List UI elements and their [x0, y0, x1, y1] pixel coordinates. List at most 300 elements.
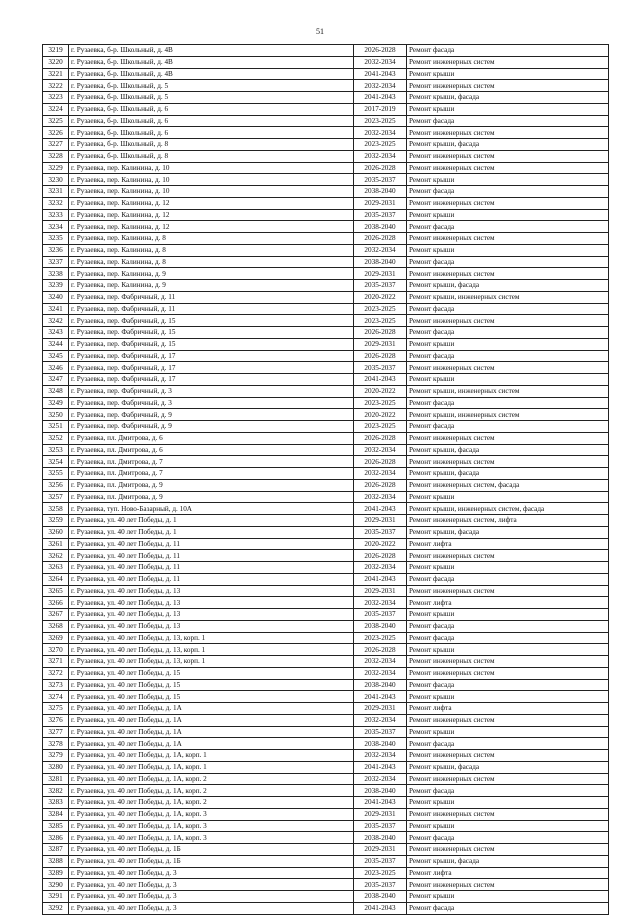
table-row: [43, 820, 609, 832]
address-cell: г. Рузаевка, ул. 40 лет Победы, д. 13, корп. 1: [69, 632, 354, 644]
work-type-cell: Ремонт крыши, инженерных систем: [407, 385, 609, 397]
table-row: [43, 280, 609, 292]
row-number-cell: 3222: [43, 80, 69, 92]
period-cell: 2032-2034: [354, 562, 407, 574]
page-number: 51: [316, 27, 324, 36]
period-cell: 2023-2025: [354, 303, 407, 315]
work-type-cell: Ремонт крыши: [407, 374, 609, 386]
address-cell: г. Рузаевка, ул. 40 лет Победы, д. 3: [69, 879, 354, 891]
address-cell: г. Рузаевка, ул. 40 лет Победы, д. 13: [69, 585, 354, 597]
row-number-cell: 3277: [43, 726, 69, 738]
table-row: [43, 209, 609, 221]
row-number-cell: 3225: [43, 115, 69, 127]
period-cell: 2023-2025: [354, 115, 407, 127]
address-cell: г. Рузаевка, ул. 40 лет Победы, д. 1А: [69, 703, 354, 715]
address-cell: г. Рузаевка, б-р. Школьный, д. 4В: [69, 68, 354, 80]
row-number-cell: 3273: [43, 679, 69, 691]
period-cell: 2020-2022: [354, 291, 407, 303]
period-cell: 2041-2043: [354, 902, 407, 914]
work-type-cell: Ремонт фасада: [407, 221, 609, 233]
period-cell: 2035-2037: [354, 174, 407, 186]
address-cell: г. Рузаевка, пер. Калинина, д. 10: [69, 186, 354, 198]
table-row: [43, 691, 609, 703]
row-number-cell: 3278: [43, 738, 69, 750]
address-cell: г. Рузаевка, ул. 40 лет Победы, д. 13: [69, 620, 354, 632]
row-number-cell: 3241: [43, 303, 69, 315]
work-type-cell: Ремонт инженерных систем: [407, 127, 609, 139]
address-cell: г. Рузаевка, пер. Фабричный, д. 9: [69, 409, 354, 421]
work-type-cell: Ремонт фасада: [407, 679, 609, 691]
work-type-cell: Ремонт инженерных систем: [407, 656, 609, 668]
table-row: [43, 609, 609, 621]
table-row: [43, 103, 609, 115]
row-number-cell: 3268: [43, 620, 69, 632]
table-row: [43, 797, 609, 809]
period-cell: 2029-2031: [354, 515, 407, 527]
row-number-cell: 3242: [43, 315, 69, 327]
work-type-cell: Ремонт лифта: [407, 867, 609, 879]
address-cell: г. Рузаевка, б-р. Школьный, д. 5: [69, 92, 354, 104]
address-cell: г. Рузаевка, пер. Фабричный, д. 9: [69, 421, 354, 433]
table-row: [43, 750, 609, 762]
address-cell: г. Рузаевка, ул. 40 лет Победы, д. 1А, корп. 3: [69, 820, 354, 832]
table-row: [43, 902, 609, 914]
table-row: [43, 350, 609, 362]
period-cell: 2038-2040: [354, 221, 407, 233]
work-type-cell: Ремонт фасада: [407, 397, 609, 409]
row-number-cell: 3228: [43, 150, 69, 162]
period-cell: 2032-2034: [354, 244, 407, 256]
period-cell: 2032-2034: [354, 491, 407, 503]
table-row: [43, 597, 609, 609]
row-number-cell: 3221: [43, 68, 69, 80]
work-type-cell: Ремонт крыши, фасада: [407, 92, 609, 104]
address-cell: г. Рузаевка, ул. 40 лет Победы, д. 1А, корп. 2: [69, 797, 354, 809]
address-cell: г. Рузаевка, б-р. Школьный, д. 8: [69, 150, 354, 162]
work-type-cell: Ремонт фасада: [407, 115, 609, 127]
work-type-cell: Ремонт фасада: [407, 327, 609, 339]
period-cell: 2035-2037: [354, 280, 407, 292]
work-type-cell: Ремонт лифта: [407, 538, 609, 550]
table-row: [43, 139, 609, 151]
table-row: [43, 327, 609, 339]
address-cell: г. Рузаевка, пер. Фабричный, д. 11: [69, 291, 354, 303]
address-cell: г. Рузаевка, пер. Калинина, д. 8: [69, 256, 354, 268]
row-number-cell: 3264: [43, 573, 69, 585]
table-row: [43, 785, 609, 797]
table-row: [43, 656, 609, 668]
table-row: [43, 291, 609, 303]
row-number-cell: 3262: [43, 550, 69, 562]
table-row: [43, 197, 609, 209]
period-cell: 2029-2031: [354, 703, 407, 715]
row-number-cell: 3289: [43, 867, 69, 879]
work-type-cell: Ремонт инженерных систем: [407, 162, 609, 174]
period-cell: 2029-2031: [354, 808, 407, 820]
row-number-cell: 3235: [43, 233, 69, 245]
period-cell: 2035-2037: [354, 726, 407, 738]
work-type-cell: Ремонт инженерных систем: [407, 362, 609, 374]
address-cell: г. Рузаевка, пер. Фабричный, д. 17: [69, 374, 354, 386]
work-type-cell: Ремонт фасада: [407, 45, 609, 57]
address-cell: г. Рузаевка, ул. 40 лет Победы, д. 11: [69, 562, 354, 574]
table-row: [43, 714, 609, 726]
address-cell: г. Рузаевка, ул. 40 лет Победы, д. 1А, корп. 1: [69, 750, 354, 762]
address-cell: г. Рузаевка, ул. 40 лет Победы, д. 11: [69, 573, 354, 585]
period-cell: 2017-2019: [354, 103, 407, 115]
repair-schedule-table: [42, 44, 609, 915]
work-type-cell: Ремонт фасада: [407, 421, 609, 433]
period-cell: 2032-2034: [354, 597, 407, 609]
row-number-cell: 3238: [43, 268, 69, 280]
row-number-cell: 3274: [43, 691, 69, 703]
table-row: [43, 221, 609, 233]
work-type-cell: Ремонт инженерных систем: [407, 268, 609, 280]
row-number-cell: 3254: [43, 456, 69, 468]
table-row: [43, 233, 609, 245]
period-cell: 2029-2031: [354, 338, 407, 350]
address-cell: г. Рузаевка, б-р. Школьный, д. 8: [69, 139, 354, 151]
address-cell: г. Рузаевка, ул. 40 лет Победы, д. 1А, корп. 1: [69, 761, 354, 773]
work-type-cell: Ремонт крыши, фасада: [407, 280, 609, 292]
period-cell: 2032-2034: [354, 750, 407, 762]
address-cell: г. Рузаевка, б-р. Школьный, д. 4В: [69, 45, 354, 57]
row-number-cell: 3237: [43, 256, 69, 268]
row-number-cell: 3267: [43, 609, 69, 621]
address-cell: г. Рузаевка, пер. Калинина, д. 8: [69, 244, 354, 256]
address-cell: г. Рузаевка, пер. Фабричный, д. 15: [69, 327, 354, 339]
table-row: [43, 374, 609, 386]
address-cell: г. Рузаевка, ул. 40 лет Победы, д. 1Б: [69, 844, 354, 856]
address-cell: г. Рузаевка, пер. Калинина, д. 12: [69, 209, 354, 221]
address-cell: г. Рузаевка, ул. 40 лет Победы, д. 1Б: [69, 855, 354, 867]
period-cell: 2023-2025: [354, 867, 407, 879]
address-cell: г. Рузаевка, пер. Калинина, д. 9: [69, 280, 354, 292]
address-cell: г. Рузаевка, ул. 40 лет Победы, д. 13: [69, 609, 354, 621]
period-cell: 2038-2040: [354, 620, 407, 632]
table-row: [43, 409, 609, 421]
period-cell: 2041-2043: [354, 573, 407, 585]
address-cell: г. Рузаевка, ул. 40 лет Победы, д. 3: [69, 867, 354, 879]
table-row: [43, 620, 609, 632]
work-type-cell: Ремонт фасада: [407, 620, 609, 632]
row-number-cell: 3285: [43, 820, 69, 832]
row-number-cell: 3234: [43, 221, 69, 233]
table-row: [43, 127, 609, 139]
table-row: [43, 174, 609, 186]
work-type-cell: Ремонт фасада: [407, 832, 609, 844]
work-type-cell: Ремонт крыши, инженерных систем: [407, 409, 609, 421]
table-row: [43, 879, 609, 891]
address-cell: г. Рузаевка, ул. 40 лет Победы, д. 1А, корп. 2: [69, 773, 354, 785]
address-cell: г. Рузаевка, ул. 40 лет Победы, д. 15: [69, 667, 354, 679]
period-cell: 2038-2040: [354, 256, 407, 268]
row-number-cell: 3290: [43, 879, 69, 891]
period-cell: 2032-2034: [354, 444, 407, 456]
address-cell: г. Рузаевка, б-р. Школьный, д. 6: [69, 115, 354, 127]
address-cell: г. Рузаевка, пер. Калинина, д. 9: [69, 268, 354, 280]
work-type-cell: Ремонт инженерных систем, фасада: [407, 479, 609, 491]
address-cell: г. Рузаевка, пер. Фабричный, д. 11: [69, 303, 354, 315]
row-number-cell: 3231: [43, 186, 69, 198]
row-number-cell: 3266: [43, 597, 69, 609]
period-cell: 2020-2022: [354, 409, 407, 421]
table-row: [43, 80, 609, 92]
work-type-cell: Ремонт инженерных систем: [407, 550, 609, 562]
work-type-cell: Ремонт инженерных систем: [407, 879, 609, 891]
address-cell: г. Рузаевка, пер. Фабричный, д. 3: [69, 385, 354, 397]
row-number-cell: 3279: [43, 750, 69, 762]
work-type-cell: Ремонт фасада: [407, 573, 609, 585]
row-number-cell: 3245: [43, 350, 69, 362]
table-row: [43, 644, 609, 656]
period-cell: 2032-2034: [354, 656, 407, 668]
work-type-cell: Ремонт фасада: [407, 902, 609, 914]
work-type-cell: Ремонт крыши: [407, 609, 609, 621]
work-type-cell: Ремонт крыши: [407, 491, 609, 503]
row-number-cell: 3229: [43, 162, 69, 174]
table-row: [43, 703, 609, 715]
repair-schedule-table-wrapper: [42, 44, 608, 915]
work-type-cell: Ремонт крыши: [407, 726, 609, 738]
period-cell: 2026-2028: [354, 550, 407, 562]
work-type-cell: Ремонт инженерных систем: [407, 808, 609, 820]
address-cell: г. Рузаевка, ул. 40 лет Победы, д. 1: [69, 526, 354, 538]
work-type-cell: Ремонт крыши: [407, 562, 609, 574]
row-number-cell: 3224: [43, 103, 69, 115]
work-type-cell: Ремонт крыши: [407, 891, 609, 903]
work-type-cell: Ремонт лифта: [407, 597, 609, 609]
row-number-cell: 3280: [43, 761, 69, 773]
row-number-cell: 3276: [43, 714, 69, 726]
table-row: [43, 855, 609, 867]
period-cell: 2032-2034: [354, 150, 407, 162]
table-row: [43, 632, 609, 644]
table-row: [43, 256, 609, 268]
row-number-cell: 3287: [43, 844, 69, 856]
address-cell: г. Рузаевка, ул. 40 лет Победы, д. 1А: [69, 726, 354, 738]
table-row: [43, 362, 609, 374]
table-row: [43, 68, 609, 80]
table-row: [43, 867, 609, 879]
row-number-cell: 3220: [43, 56, 69, 68]
address-cell: г. Рузаевка, ул. 40 лет Победы, д. 1А: [69, 714, 354, 726]
period-cell: 2029-2031: [354, 844, 407, 856]
table-row: [43, 162, 609, 174]
row-number-cell: 3292: [43, 902, 69, 914]
period-cell: 2026-2028: [354, 45, 407, 57]
row-number-cell: 3243: [43, 327, 69, 339]
period-cell: 2020-2022: [354, 385, 407, 397]
period-cell: 2023-2025: [354, 315, 407, 327]
address-cell: г. Рузаевка, пл. Дмитрова, д. 7: [69, 468, 354, 480]
period-cell: 2032-2034: [354, 56, 407, 68]
period-cell: 2032-2034: [354, 127, 407, 139]
period-cell: 2020-2022: [354, 538, 407, 550]
period-cell: 2026-2028: [354, 162, 407, 174]
row-number-cell: 3284: [43, 808, 69, 820]
table-row: [43, 515, 609, 527]
row-number-cell: 3256: [43, 479, 69, 491]
work-type-cell: Ремонт крыши, фасада: [407, 139, 609, 151]
table-row: [43, 573, 609, 585]
period-cell: 2041-2043: [354, 691, 407, 703]
work-type-cell: Ремонт фасада: [407, 186, 609, 198]
period-cell: 2023-2025: [354, 397, 407, 409]
address-cell: г. Рузаевка, ул. 40 лет Победы, д. 3: [69, 891, 354, 903]
period-cell: 2041-2043: [354, 503, 407, 515]
row-number-cell: 3272: [43, 667, 69, 679]
work-type-cell: Ремонт инженерных систем: [407, 667, 609, 679]
work-type-cell: Ремонт крыши, инженерных систем, фасада: [407, 503, 609, 515]
row-number-cell: 3253: [43, 444, 69, 456]
period-cell: 2032-2034: [354, 468, 407, 480]
row-number-cell: 3286: [43, 832, 69, 844]
table-row: [43, 491, 609, 503]
work-type-cell: Ремонт фасада: [407, 256, 609, 268]
row-number-cell: 3271: [43, 656, 69, 668]
period-cell: 2038-2040: [354, 785, 407, 797]
row-number-cell: 3240: [43, 291, 69, 303]
table-body: [43, 45, 609, 915]
table-row: [43, 150, 609, 162]
work-type-cell: Ремонт крыши: [407, 691, 609, 703]
address-cell: г. Рузаевка, б-р. Школьный, д. 6: [69, 103, 354, 115]
period-cell: 2038-2040: [354, 891, 407, 903]
address-cell: г. Рузаевка, пер. Калинина, д. 10: [69, 162, 354, 174]
work-type-cell: Ремонт крыши, инженерных систем: [407, 291, 609, 303]
row-number-cell: 3291: [43, 891, 69, 903]
period-cell: 2026-2028: [354, 479, 407, 491]
table-row: [43, 844, 609, 856]
address-cell: г. Рузаевка, ул. 40 лет Победы, д. 1: [69, 515, 354, 527]
address-cell: г. Рузаевка, б-р. Школьный, д. 4В: [69, 56, 354, 68]
row-number-cell: 3230: [43, 174, 69, 186]
address-cell: г. Рузаевка, пер. Фабричный, д. 15: [69, 315, 354, 327]
address-cell: г. Рузаевка, пер. Фабричный, д. 17: [69, 350, 354, 362]
period-cell: 2023-2025: [354, 139, 407, 151]
row-number-cell: 3282: [43, 785, 69, 797]
period-cell: 2035-2037: [354, 526, 407, 538]
address-cell: г. Рузаевка, пер. Фабричный, д. 3: [69, 397, 354, 409]
period-cell: 2029-2031: [354, 585, 407, 597]
row-number-cell: 3263: [43, 562, 69, 574]
address-cell: г. Рузаевка, ул. 40 лет Победы, д. 11: [69, 550, 354, 562]
address-cell: г. Рузаевка, ул. 40 лет Победы, д. 13, корп. 1: [69, 644, 354, 656]
work-type-cell: Ремонт инженерных систем: [407, 773, 609, 785]
work-type-cell: Ремонт крыши: [407, 797, 609, 809]
address-cell: г. Рузаевка, ул. 40 лет Победы, д. 13, корп. 1: [69, 656, 354, 668]
work-type-cell: Ремонт инженерных систем: [407, 714, 609, 726]
address-cell: г. Рузаевка, ул. 40 лет Победы, д. 1А, корп. 2: [69, 785, 354, 797]
period-cell: 2038-2040: [354, 186, 407, 198]
table-row: [43, 444, 609, 456]
row-number-cell: 3260: [43, 526, 69, 538]
work-type-cell: Ремонт фасада: [407, 303, 609, 315]
work-type-cell: Ремонт инженерных систем: [407, 150, 609, 162]
table-row: [43, 891, 609, 903]
table-row: [43, 268, 609, 280]
period-cell: 2026-2028: [354, 233, 407, 245]
table-row: [43, 479, 609, 491]
address-cell: г. Рузаевка, пл. Дмитрова, д. 7: [69, 456, 354, 468]
address-cell: г. Рузаевка, ул. 40 лет Победы, д. 15: [69, 679, 354, 691]
period-cell: 2035-2037: [354, 820, 407, 832]
table-row: [43, 397, 609, 409]
period-cell: 2041-2043: [354, 92, 407, 104]
row-number-cell: 3250: [43, 409, 69, 421]
row-number-cell: 3226: [43, 127, 69, 139]
row-number-cell: 3249: [43, 397, 69, 409]
row-number-cell: 3233: [43, 209, 69, 221]
table-row: [43, 550, 609, 562]
address-cell: г. Рузаевка, ул. 40 лет Победы, д. 15: [69, 691, 354, 703]
work-type-cell: Ремонт инженерных систем: [407, 80, 609, 92]
table-row: [43, 679, 609, 691]
row-number-cell: 3270: [43, 644, 69, 656]
address-cell: г. Рузаевка, пл. Дмитрова, д. 9: [69, 491, 354, 503]
row-number-cell: 3257: [43, 491, 69, 503]
row-number-cell: 3269: [43, 632, 69, 644]
work-type-cell: Ремонт инженерных систем: [407, 56, 609, 68]
row-number-cell: 3259: [43, 515, 69, 527]
row-number-cell: 3255: [43, 468, 69, 480]
work-type-cell: Ремонт крыши: [407, 244, 609, 256]
row-number-cell: 3288: [43, 855, 69, 867]
period-cell: 2035-2037: [354, 362, 407, 374]
work-type-cell: Ремонт крыши: [407, 644, 609, 656]
address-cell: г. Рузаевка, ул. 40 лет Победы, д. 3: [69, 902, 354, 914]
table-row: [43, 726, 609, 738]
address-cell: г. Рузаевка, пер. Калинина, д. 12: [69, 197, 354, 209]
work-type-cell: Ремонт инженерных систем: [407, 750, 609, 762]
table-row: [43, 45, 609, 57]
work-type-cell: Ремонт фасада: [407, 785, 609, 797]
address-cell: г. Рузаевка, ул. 40 лет Победы, д. 1А: [69, 738, 354, 750]
address-cell: г. Рузаевка, пер. Фабричный, д. 15: [69, 338, 354, 350]
table-row: [43, 56, 609, 68]
work-type-cell: Ремонт инженерных систем: [407, 844, 609, 856]
period-cell: 2035-2037: [354, 609, 407, 621]
work-type-cell: Ремонт крыши: [407, 338, 609, 350]
work-type-cell: Ремонт лифта: [407, 703, 609, 715]
period-cell: 2035-2037: [354, 209, 407, 221]
work-type-cell: Ремонт крыши: [407, 103, 609, 115]
work-type-cell: Ремонт инженерных систем, лифта: [407, 515, 609, 527]
table-row: [43, 761, 609, 773]
row-number-cell: 3236: [43, 244, 69, 256]
table-row: [43, 115, 609, 127]
work-type-cell: Ремонт крыши: [407, 209, 609, 221]
period-cell: 2032-2034: [354, 773, 407, 785]
period-cell: 2035-2037: [354, 879, 407, 891]
table-row: [43, 832, 609, 844]
work-type-cell: Ремонт крыши: [407, 174, 609, 186]
row-number-cell: 3275: [43, 703, 69, 715]
period-cell: 2041-2043: [354, 374, 407, 386]
table-row: [43, 432, 609, 444]
table-row: [43, 538, 609, 550]
row-number-cell: 3258: [43, 503, 69, 515]
address-cell: г. Рузаевка, пл. Дмитрова, д. 6: [69, 444, 354, 456]
work-type-cell: Ремонт фасада: [407, 632, 609, 644]
row-number-cell: 3244: [43, 338, 69, 350]
table-row: [43, 385, 609, 397]
address-cell: г. Рузаевка, ул. 40 лет Победы, д. 11: [69, 538, 354, 550]
table-row: [43, 421, 609, 433]
address-cell: г. Рузаевка, ул. 40 лет Победы, д. 1А, корп. 3: [69, 808, 354, 820]
table-row: [43, 338, 609, 350]
